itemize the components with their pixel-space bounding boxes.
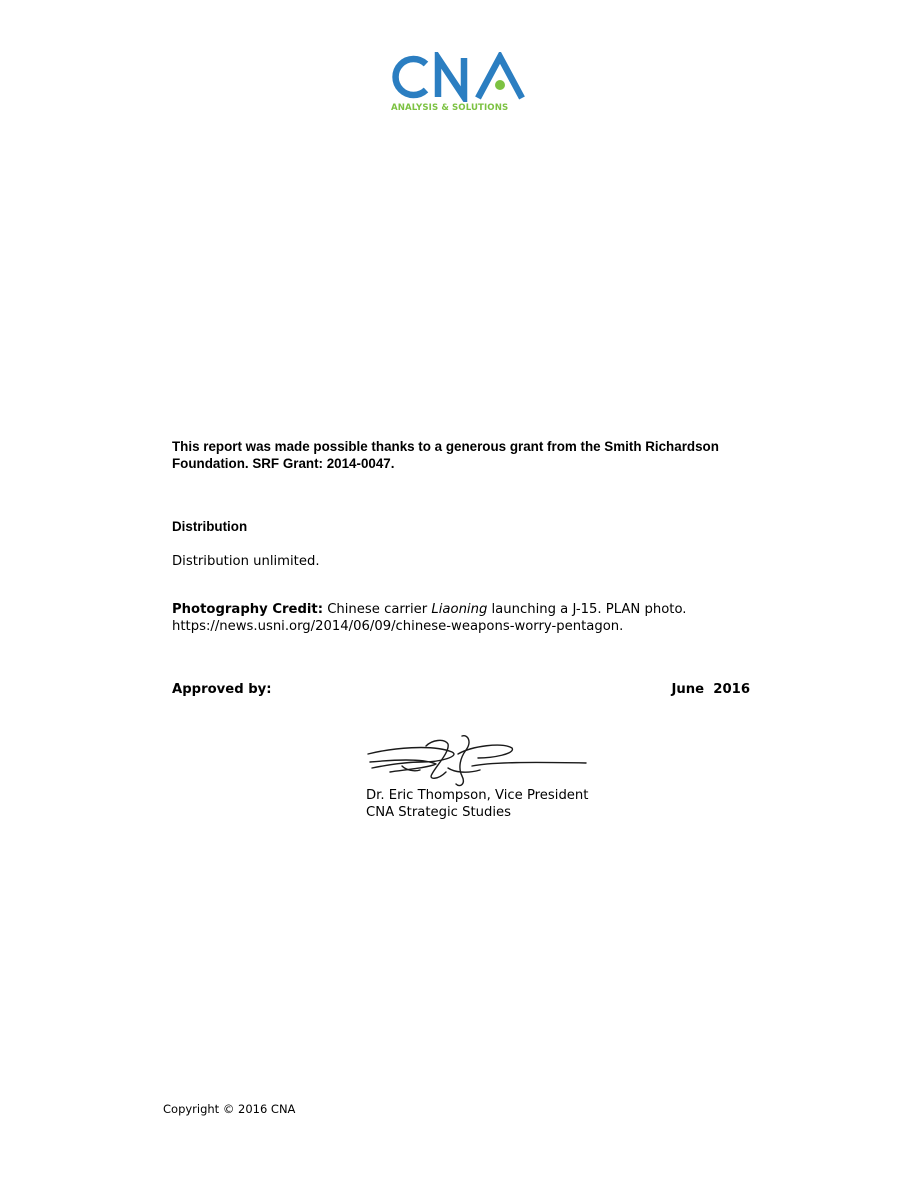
photo-credit-url: https://news.usni.org/2014/06/09/chinese-weapons-worry-pentagon. <box>172 619 624 634</box>
distribution-text: Distribution unlimited. <box>172 554 320 569</box>
signer-block <box>366 787 588 821</box>
signer-organization: CNA Strategic Studies <box>366 805 512 820</box>
distribution-heading: Distribution <box>172 519 248 534</box>
cna-logo <box>388 52 530 118</box>
logo-tagline: ANALYSIS & SOLUTIONS <box>391 103 509 113</box>
signature-image <box>362 732 592 790</box>
grant-statement: This report was made possible thanks to a generous grant from the Smith Richardson Foundation. SRF Grant: 2014-0047. <box>172 439 719 471</box>
cna-logo-wordmark <box>388 52 530 102</box>
signer-name: Dr. Eric Thompson, Vice President <box>366 788 589 803</box>
photo-credit-text-after: launching a J-15. PLAN photo. <box>487 602 687 617</box>
photo-credit <box>172 601 772 635</box>
photo-credit-text-before: Chinese carrier <box>323 602 432 617</box>
approval-date: June 2016 <box>671 682 750 697</box>
photo-credit-label: Photography Credit: <box>172 602 323 617</box>
copyright-notice: Copyright © 2016 CNA <box>163 1102 296 1116</box>
logo-dot <box>495 80 505 90</box>
ship-name: Liaoning <box>431 602 488 617</box>
approved-by-label: Approved by: <box>172 682 272 697</box>
